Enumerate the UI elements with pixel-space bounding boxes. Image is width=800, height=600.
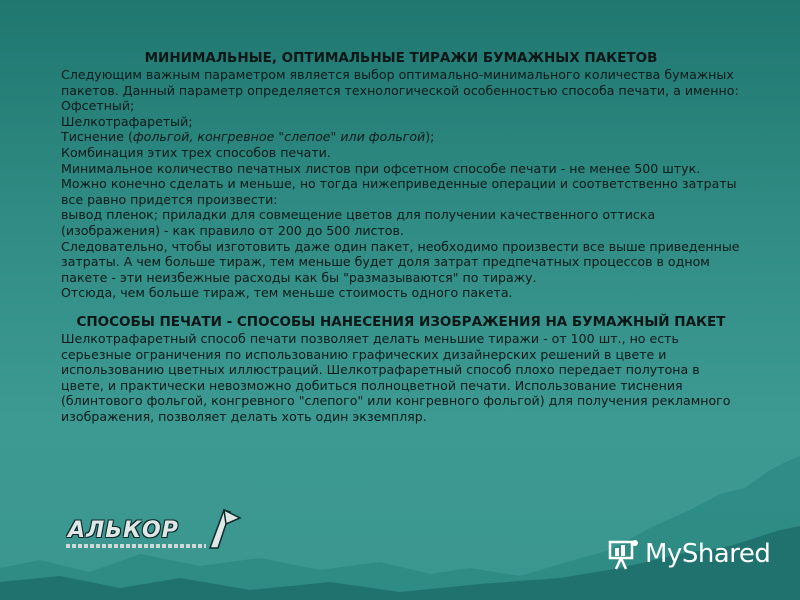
paragraph-operations: вывод пленок; приладки для совмещение цветов для получении качественного оттиска (изображения) - как правило от 200 до 500 листов. [61,207,656,238]
logo-underline [66,544,206,548]
list-item-offset: Офсетный; [61,98,135,114]
paragraph-min-qty: Минимальное количество печатных листов при офсетном способе печати - не менее 500 штук. Можно конечно сделать и меньше, но тогда нижеприведенные операции и соответственно затраты все равно придется произвести: [61,160,737,207]
watermark-text: MyShared [645,539,771,569]
paragraph-conclusion: Следовательно, чтобы изготовить даже один пакет, необходимо произвести все выше приведенные затраты. А чем больше тираж, тем меньше будет доля затрат предпечатных процессов в одном пакете - эти неизбежные расходы как бы "размазываются" по тиражу. [61,238,740,285]
presentation-board-icon [607,537,639,571]
heading-min-runs: МИНИМАЛЬНЫЕ, ОПТИМАЛЬНЫЕ ТИРАЖИ БУМАЖНЫХ ПАКЕТОВ [144,50,658,66]
logo-flag-icon [204,508,244,550]
paragraph-summary: Отсюда, чем больше тираж, тем меньше стоимость одного пакета. [61,285,513,301]
slide-content [61,50,741,424]
paragraph-intro: Следующим важным параметром является выбор оптимально-минимального количества бумажных пакетов. Данный параметр определяется технологической особенностью способа печати, а именно: [61,67,739,98]
heading-print-methods: СПОСОБЫ ПЕЧАТИ - СПОСОБЫ НАНЕСЕНИЯ ИЗОБРАЖЕНИЯ НА БУМАЖНЫЙ ПАКЕТ [76,313,726,330]
paragraph-print-methods: Шелкотрафаретный способ печати позволяет делать меньшие тиражи - от 100 шт., но есть серьезные ограничения по использованию графических дизайнерских решений в цвете и использованию цветных иллюстраций. Шелкотрафаретный способ плохо передает полутона в цвете, и практически невозможно добиться полноцветной печати. Использование тиснения (блинтового фольгой, конгревного "слепого" или конгревного фольгой) для получения рекламного изображения, позволяет делать хоть один экземпляр. [61,330,731,424]
emboss-suffix: ); [425,129,435,145]
alkor-logo [62,508,247,554]
logo-text: АЛЬКОР [68,518,179,543]
list-item-screen: Шелкотрафаретый; [61,113,193,129]
emboss-italic: фольгой, конгревное "слепое" или фольгой [132,129,426,145]
list-item-combo: Комбинация этих трех способов печати. [61,144,331,160]
watermark [607,537,770,571]
list-item-emboss [61,129,741,145]
emboss-prefix: Тиснение ( [61,129,133,145]
